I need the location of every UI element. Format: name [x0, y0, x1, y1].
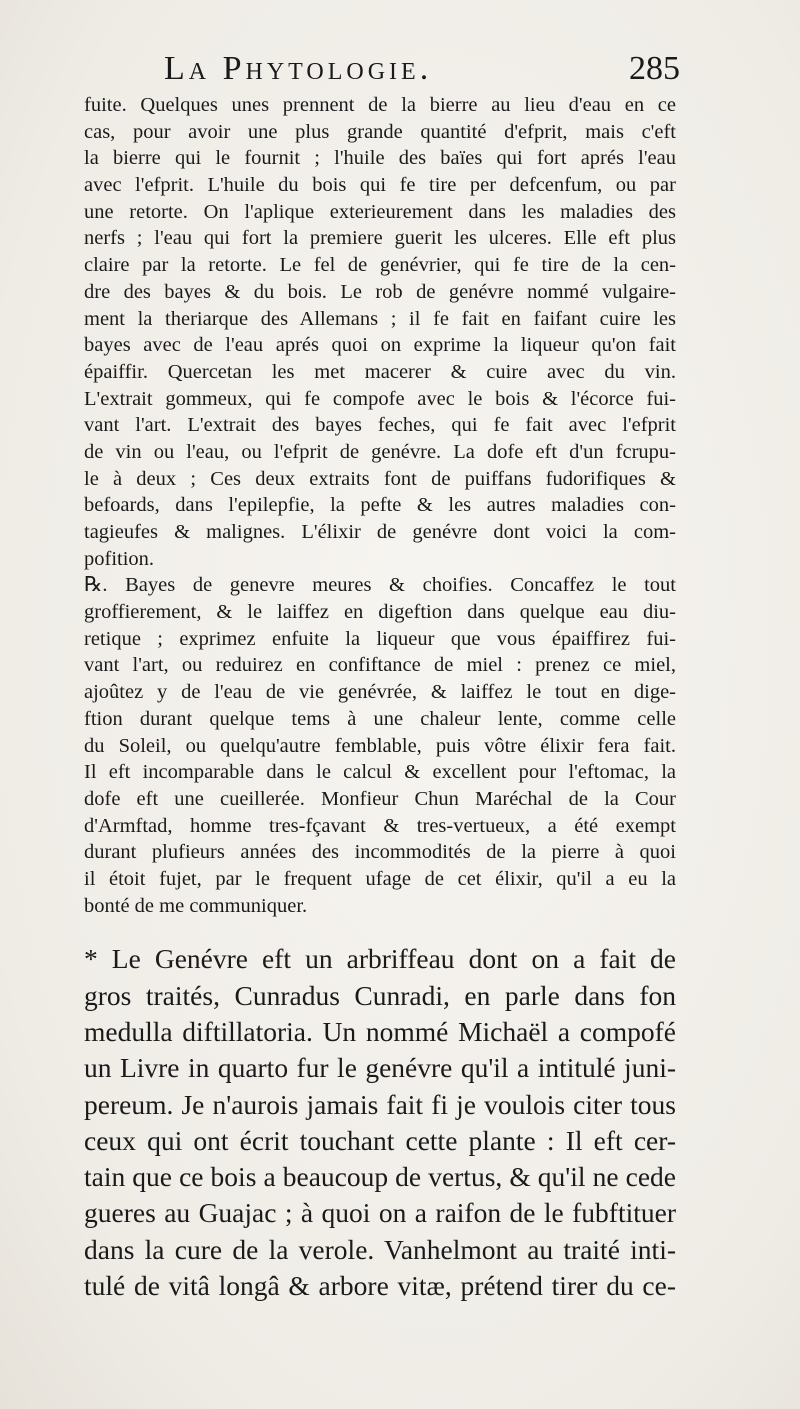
text-line: cas, pour avoir une plus grande quantité d'efprit, mais c'eft	[84, 120, 676, 143]
paragraph-gap	[84, 919, 676, 941]
body-text	[84, 92, 676, 1304]
text-line: tagieufes & malignes. L'élixir de genévre dont voici la com-	[84, 521, 676, 543]
page-header	[84, 50, 680, 96]
recipe-line: du Soleil, ou quelqu'autre femblable, puis vôtre élixir fera fait.	[84, 734, 676, 757]
note-line: gueres au Guajac ; à quoi on a raifon de le fubftituer	[84, 1197, 676, 1229]
recipe-line: ajoûtez y de l'eau de vie genévrée, & laiffez le tout en dige-	[84, 681, 676, 704]
page-number: 285	[629, 50, 680, 87]
recipe-line: durant plufieurs années des incommodités de la pierre à quoi	[84, 841, 676, 864]
recipe-line: Il eft incomparable dans le calcul & excellent pour l'eftomac, la	[84, 761, 676, 784]
text-line: de vin ou l'eau, ou l'efprit de genévre. La dofe eft d'un fcrupu-	[84, 440, 676, 463]
text-line: pofition.	[84, 547, 155, 570]
note-line: dans la cure de la verole. Vanhelmont au traité inti-	[84, 1233, 676, 1265]
recipe-line: groffierement, & le laiffez en digeftion dans quelque eau diu-	[84, 601, 676, 624]
recipe-line: ftion durant quelque tems à une chaleur lente, comme celle	[84, 707, 676, 730]
text-line: épaiffir. Quercetan les met macerer & cuire avec du vin.	[84, 360, 676, 383]
text-line: vant l'art. L'extrait des bayes feches, qui fe fait avec l'efprit	[84, 414, 676, 437]
note-line: tain que ce bois a beaucoup de vertus, & qu'il ne cede	[84, 1161, 676, 1193]
running-title: La Phytologie.	[164, 50, 433, 87]
note-line: medulla diftillatoria. Un nommé Michaël a compofé	[84, 1015, 676, 1047]
note-line: un Livre in quarto fur le genévre qu'il a intitulé juni-	[84, 1052, 676, 1084]
recipe-line: bonté de me communiquer.	[84, 894, 308, 917]
recipe-line: vant l'art, ou reduirez en confiftance de miel : prenez ce miel,	[84, 654, 676, 677]
recipe-line: dofe eft une cueillerée. Monfieur Chun Maréchal de la Cour	[84, 787, 676, 810]
text-line: ment la theriarque des Allemans ; il fe fait en faifant cuire les	[84, 307, 676, 330]
recipe-line: il étoit fujet, par le frequent ufage de cet élixir, qu'il a eu la	[84, 867, 676, 890]
recipe-line: d'Armftad, homme tres-fçavant & tres-vertueux, a été exempt	[84, 814, 676, 837]
text-line: befoards, dans l'epilepfie, la pefte & les autres maladies con-	[84, 494, 676, 517]
text-line: la bierre qui le fournit ; l'huile des baïes qui fort aprés l'eau	[84, 147, 676, 170]
note-line: tulé de vitâ longâ & arbore vitæ, prétend tirer du ce-	[84, 1269, 676, 1301]
text-line: dre des bayes & du bois. Le rob de genévre nommé vulgaire-	[84, 280, 676, 303]
note-line: pereum. Je n'aurois jamais fait fi je voulois citer tous	[84, 1088, 676, 1120]
note-line: * Le Genévre eft un arbriffeau dont on a fait de	[84, 943, 676, 975]
text-line: une retorte. On l'aplique exterieurement dans les maladies des	[84, 200, 676, 223]
text-line: claire par la retorte. Le fel de genévrier, qui fe tire de la cen-	[84, 254, 676, 277]
note-line: ceux qui ont écrit touchant cette plante : Il eft cer-	[84, 1124, 676, 1156]
text-line: nerfs ; l'eau qui fort la premiere guerit les ulceres. Elle eft plus	[84, 227, 676, 250]
text-line: avec l'efprit. L'huile du bois qui fe tire per defcenfum, ou par	[84, 174, 676, 197]
note-line: gros traités, Cunradus Cunradi, en parle dans fon	[84, 979, 676, 1011]
recipe-line: retique ; exprimez enfuite la liqueur que vous épaiffirez fui-	[84, 627, 676, 650]
recipe-line: ℞. Bayes de genevre meures & choifies. Concaffez le tout	[84, 574, 676, 597]
text-line: le à deux ; Ces deux extraits font de puiffans fudorifiques &	[84, 467, 676, 490]
text-line: bayes avec de l'eau aprés quoi on exprime la liqueur qu'on fait	[84, 334, 676, 357]
text-line: L'extrait gommeux, qui fe compofe avec le bois & l'écorce fui-	[84, 387, 676, 410]
text-line: fuite. Quelques unes prennent de la bierre au lieu d'eau en ce	[84, 94, 676, 116]
